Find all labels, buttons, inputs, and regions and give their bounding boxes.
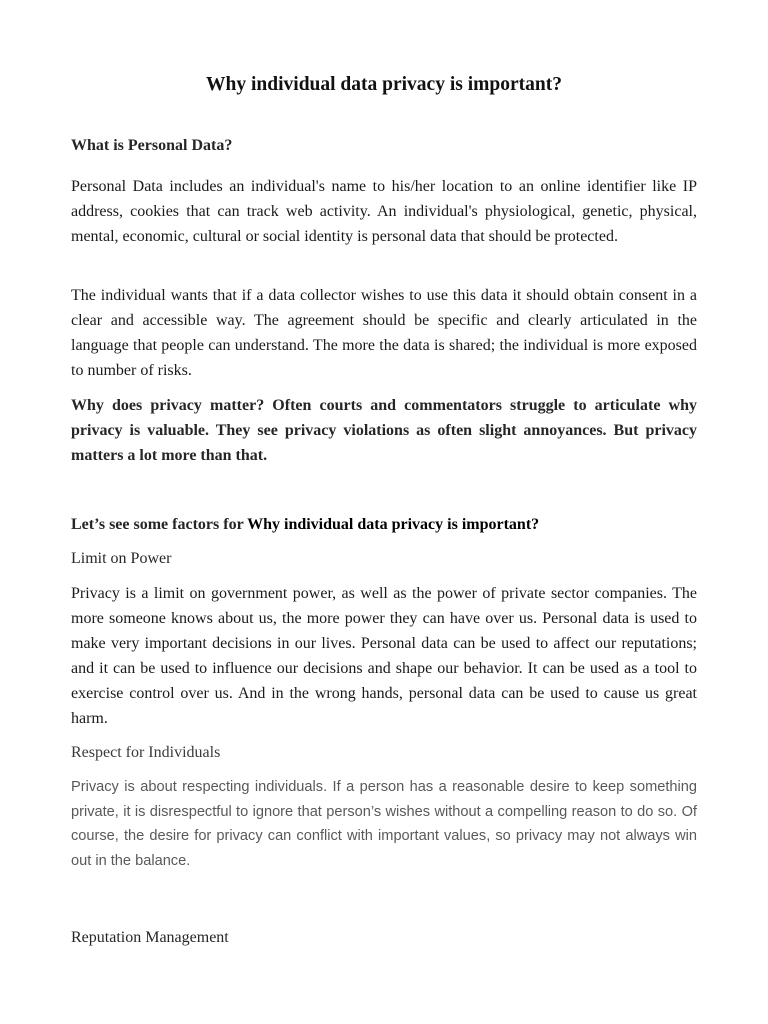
factors-intro xyxy=(71,512,697,537)
section-heading-personal-data: What is Personal Data? xyxy=(71,137,233,154)
section-heading-respect: Respect for Individuals xyxy=(71,744,221,761)
paragraph-respect: Privacy is about respecting individuals. If a person has a reasonable desire to keep something private, it is disrespectful to ignore that person’s wishes without a compelling reason to do so. Of course, the desire for privacy can conflict with important values, so privacy may not always win out in the balance. xyxy=(71,779,697,869)
factors-intro-title: Why individual data privacy is important? xyxy=(247,516,540,533)
section-heading-reputation: Reputation Management xyxy=(71,929,229,946)
paragraph-consent: The individual wants that if a data collector wishes to use this data it should obtain consent in a clear and accessible way. The agreement should be specific and clearly articulated in the language that people can understand. The more the data is shared; the individual is more exposed to number of risks. xyxy=(71,287,697,379)
page-title: Why individual data privacy is important? xyxy=(206,74,562,95)
paragraph-personal-data-definition: Personal Data includes an individual's name to his/her location to an online identifier like IP address, cookies that can track web activity. An individual's physiological, genetic, physical, mental, economic, cultural or social identity is personal data that should be protected. xyxy=(71,178,697,245)
paragraph-limit-on-power: Privacy is a limit on government power, as well as the power of private sector companies. The more someone knows about us, the more power they can have over us. Personal data is used to make very important decisions in our lives. Personal data can be used to affect our reputations; and it can be used to influence our decisions and shape our behavior. It can be used as a tool to exercise control over us. And in the wrong hands, personal data can be used to cause us great harm. xyxy=(71,585,697,727)
section-heading-limit-on-power: Limit on Power xyxy=(71,550,172,567)
paragraph-why-privacy-matters: Why does privacy matter? Often courts and commentators struggle to articulate why privacy is valuable. They see privacy violations as often slight annoyances. But privacy matters a lot more than that. xyxy=(71,397,697,464)
factors-intro-prefix: Let’s see some factors for xyxy=(71,516,248,533)
